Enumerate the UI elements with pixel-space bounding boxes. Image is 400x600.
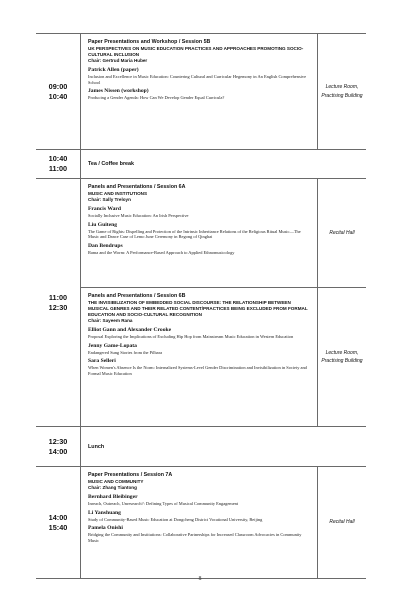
presenter-name: James Nissen (workshop) bbox=[88, 88, 149, 95]
session-chair: Chair: Sally Treloyn bbox=[88, 197, 131, 202]
presentation-title: Rama and the Worm: A Performance-Based Approach to Applied Ethnomusicology bbox=[88, 250, 235, 256]
presenter-name: Pamela Onishi bbox=[88, 525, 123, 532]
session-5b-row bbox=[36, 34, 366, 150]
presenter-name: Bernhard Bleibinger bbox=[88, 494, 138, 500]
time-cell bbox=[36, 179, 80, 426]
lunch-row bbox=[36, 427, 366, 467]
time-end: 14:00 bbox=[48, 446, 68, 456]
time-end: 12:30 bbox=[48, 302, 68, 312]
presentation-item bbox=[88, 222, 312, 240]
presenter-name: Sara Selleri bbox=[88, 358, 116, 365]
session-theme: THE INVISIBILIZATION OF EMBEDDED SOCIAL DISCOURSE: THE RELATIONSHIP BETWEEN MUSICAL GENRES AND THEIR RELATED CONTENT/PRACTICES BEING EXCLUDED FROM FORMAL EDUCATION AND SOCIO-CULTURAL RECOGNITION bbox=[88, 300, 308, 317]
presentation-title: Proposal Exploring the Implications of Excluding Hip Hop from Mainstream Music Education in Western Education bbox=[88, 334, 294, 339]
time-start: 14:00 bbox=[48, 512, 68, 522]
presentation-item bbox=[88, 206, 312, 219]
presentation-title: Socially Inclusive Music Education: An Irish Perspective bbox=[88, 213, 189, 218]
page-number: 8 bbox=[198, 576, 202, 582]
session-heading: Paper Presentations and Workshop / Session 5B bbox=[88, 39, 211, 45]
session-heading: Paper Presentations / Session 7A bbox=[88, 472, 173, 478]
session-chair: Chair: Sayeem Rana bbox=[88, 318, 133, 323]
presentation-title: Study of Community-Based Music Education at Dongcheng District Vocational University, Beijing bbox=[88, 516, 263, 522]
session-content bbox=[80, 467, 317, 578]
time-end: 10:40 bbox=[48, 91, 68, 101]
presenter-name: Liu Guiteng bbox=[88, 221, 118, 228]
presentation-item bbox=[88, 343, 312, 356]
block-11-00-row bbox=[36, 179, 366, 427]
session-content bbox=[80, 34, 317, 149]
venue-cell: Lecture Room, Practising Building bbox=[317, 288, 366, 426]
presenter-name: Dan Bendrups bbox=[88, 243, 123, 250]
break-label: Tea / Coffee break bbox=[80, 150, 366, 178]
presentation-item bbox=[88, 358, 312, 376]
presentation-item bbox=[88, 494, 312, 507]
presentation-title: Inclusion and Excellence in Music Education: Countering Cultural and Curricular Hegemony in An English Comprehensive School bbox=[88, 74, 307, 85]
presentation-item bbox=[88, 525, 312, 543]
session-6b-row bbox=[80, 288, 366, 426]
venue-cell: Lecture Room, Practising Building bbox=[317, 34, 366, 149]
presentation-title: Bridging the Community and Institutions: Collaborative Partnerships for Increased Classroom Advocacies in Community Music bbox=[88, 532, 302, 544]
presentation-title: Endangered Sung Stories from the Pilbara bbox=[88, 349, 163, 355]
schedule-table bbox=[36, 33, 366, 579]
time-start: 09:00 bbox=[48, 81, 68, 91]
presentation-title: The Game of Rights: Dispelling and Protection of the Intrinsic Inheritance Relations of the Religious Ritual Music—The Music and Dance Case of Lemo June Ceremony in Regong of Qinghai bbox=[88, 228, 301, 240]
time-start: 11:00 bbox=[48, 292, 68, 302]
block-sessions bbox=[80, 179, 366, 426]
session-chair: Chair: Zhang Tiantong bbox=[88, 485, 137, 490]
session-theme: UK PERSPECTIVES ON MUSIC EDUCATION PRACTICES AND APPROACHES PROMOTING SOCIO-CULTURAL INCLUSION bbox=[88, 46, 304, 57]
presentation-title: Producing a Gender Agenda: How Can We Develop Gender Equal Curricula? bbox=[88, 95, 225, 101]
session-theme: MUSIC AND COMMUNITY bbox=[88, 479, 144, 484]
time-cell bbox=[36, 427, 80, 466]
presentation-title: Inreach, Outreach, Unresearch?: Defining Types of Musical Community Engagement bbox=[88, 501, 239, 506]
session-heading: Panels and Presentations / Session 6A bbox=[88, 184, 186, 190]
time-cell bbox=[36, 467, 80, 578]
presenter-name: Francis Ward bbox=[88, 206, 121, 212]
presentation-item bbox=[88, 67, 312, 85]
presenter-name: Elliot Gann and Alexander Crooke bbox=[88, 327, 172, 333]
presenter-name: Patrick Allen (paper) bbox=[88, 67, 139, 73]
session-heading: Panels and Presentations / Session 6B bbox=[88, 293, 186, 299]
lunch-label: Lunch bbox=[80, 427, 366, 466]
time-start: 12:30 bbox=[48, 436, 68, 446]
presentation-item bbox=[88, 243, 312, 256]
time-start: 10:40 bbox=[48, 154, 68, 163]
session-content bbox=[80, 179, 317, 287]
presentation-item bbox=[88, 510, 312, 523]
presenter-name: Li Yanshuang bbox=[88, 509, 121, 516]
presenter-name: Jenny Game-Lopata bbox=[88, 342, 137, 349]
venue-cell: Recital Hall bbox=[317, 179, 366, 287]
session-6a-row bbox=[80, 179, 366, 288]
venue-cell: Recital Hall bbox=[317, 467, 366, 578]
time-end: 15:40 bbox=[48, 522, 68, 532]
session-chair: Chair: Gertrud Maria Huber bbox=[88, 58, 148, 63]
presentation-item bbox=[88, 327, 312, 340]
time-cell bbox=[36, 34, 80, 149]
session-content bbox=[80, 288, 317, 426]
time-cell bbox=[36, 150, 80, 178]
presentation-item bbox=[88, 88, 312, 101]
time-end: 11:00 bbox=[48, 164, 68, 173]
presentation-title: When Women's Absence Is the Norm: Internalized Systems-Level Gender Discrimination and Invisibilization in Society and Formal Music Education bbox=[88, 365, 307, 377]
break-row bbox=[36, 150, 366, 179]
session-theme: MUSIC AND INSTITUTIONS bbox=[88, 191, 148, 196]
session-7a-row bbox=[36, 467, 366, 579]
